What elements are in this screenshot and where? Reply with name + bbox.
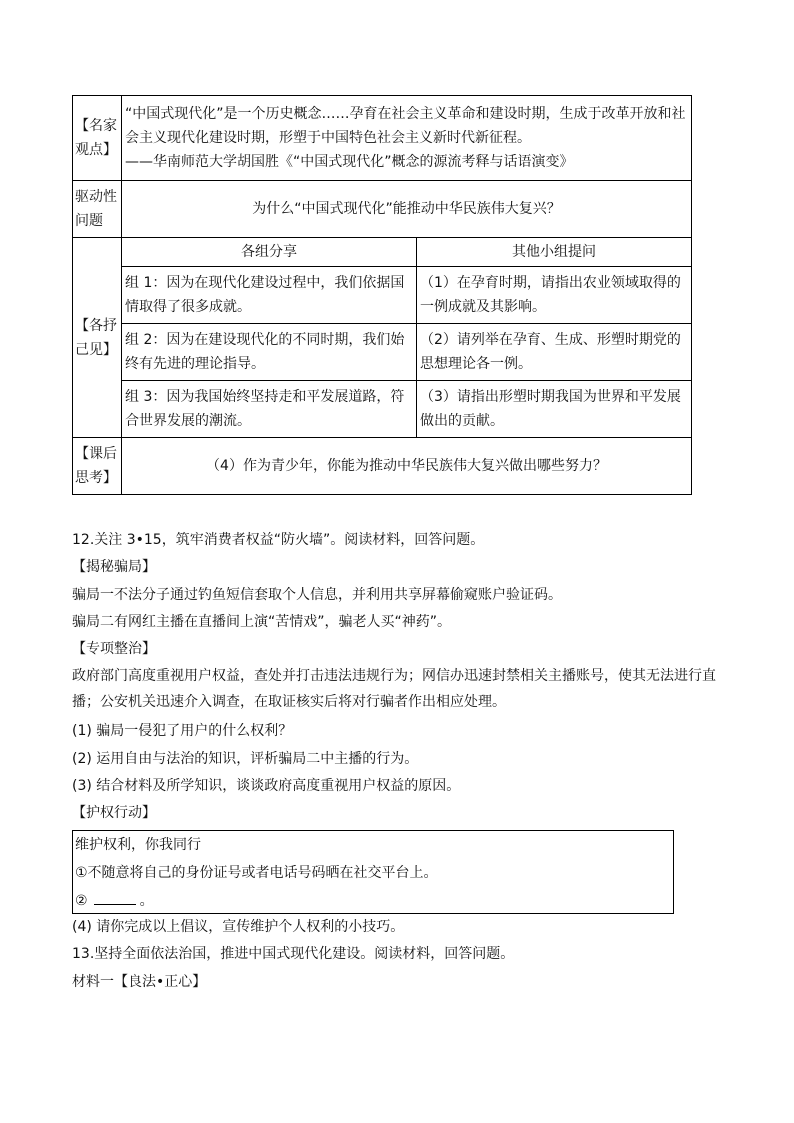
box-line-1: 维护权利，你我同行 bbox=[75, 837, 201, 853]
question-12 bbox=[72, 527, 732, 828]
share-cell: 组 1：因为在现代化建设过程中，我们依据国情取得了很多成就。 bbox=[122, 267, 417, 324]
opinions-header-row bbox=[73, 238, 692, 267]
famous-label: 【名家观点】 bbox=[73, 96, 122, 181]
scam-2: 骗局二有网红主播在直播间上演“苦情戏”，骗老人买“神药”。 bbox=[72, 613, 452, 630]
table-row bbox=[73, 324, 692, 381]
material-1-title: 材料一【良法•正心】 bbox=[72, 973, 207, 990]
sub-question-3: (3) 结合材料及所学知识，谈谈政府高度重视用户权益的原因。 bbox=[72, 778, 461, 795]
opinions-label: 【各抒己见】 bbox=[73, 238, 122, 438]
table-row bbox=[73, 381, 692, 438]
ask-cell: （2）请列举在孕育、生成、形塑时期党的思想理论各一例。 bbox=[417, 324, 692, 381]
driving-label: 驱动性问题 bbox=[73, 181, 122, 238]
ask-cell: （1）在孕育时期，请指出农业领域取得的一例成就及其影响。 bbox=[417, 267, 692, 324]
sub-question-1: (1) 骗局一侵犯了用户的什么权利？ bbox=[72, 723, 293, 740]
driving-row bbox=[73, 181, 692, 238]
sub-question-2: (2) 运用自由与法治的知识，评析骗局二中主播的行为。 bbox=[72, 750, 419, 767]
fix-text: 政府部门高度重视用户权益，查处并打击违法违规行为；网信办迅速封禁相关主播账号，使其无法进行直播；公安机关迅速介入调查，在取证核实后将对行骗者作出相应处理。 bbox=[72, 668, 716, 711]
box-line-3 bbox=[75, 887, 673, 915]
col-ask-header: 其他小组提问 bbox=[417, 238, 692, 267]
table-row bbox=[73, 267, 692, 324]
driving-question: 为什么“中国式现代化”能推动中华民族伟大复兴？ bbox=[122, 181, 692, 238]
scam-1: 骗局一不法分子通过钓鱼短信套取个人信息，并利用共享屏幕偷窥账户验证码。 bbox=[72, 586, 562, 603]
reveal-title: 【揭秘骗局】 bbox=[72, 559, 156, 576]
after-row bbox=[73, 438, 692, 495]
after-question: （4）作为青少年，你能为推动中华民族伟大复兴做出哪些努力？ bbox=[122, 438, 692, 495]
col-share-header: 各组分享 bbox=[122, 238, 417, 267]
box-line-3-prefix: ② bbox=[75, 893, 88, 909]
share-cell: 组 2：因为在建设现代化的不同时期，我们始终有先进的理论指导。 bbox=[122, 324, 417, 381]
action-title: 【护权行动】 bbox=[72, 805, 156, 822]
sub-question-4: (4) 请你完成以上倡议，宣传维护个人权利的小技巧。 bbox=[72, 919, 405, 935]
famous-row bbox=[73, 96, 692, 181]
answer-blank[interactable] bbox=[94, 890, 136, 905]
box-line-2: ①不随意将自己的身份证号或者电话号码晒在社交平台上。 bbox=[75, 865, 438, 881]
famous-content bbox=[122, 96, 692, 181]
q13-stem: 13.坚持全面依法治国，推进中国式现代化建设。阅读材料，回答问题。 bbox=[72, 946, 515, 963]
famous-source: ——华南师范大学胡国胜《“中国式现代化”概念的源流考释与话语演变》 bbox=[125, 154, 574, 170]
ask-cell: （3）请指出形塑时期我国为世界和平发展做出的贡献。 bbox=[417, 381, 692, 438]
after-label: 【课后思考】 bbox=[73, 438, 122, 495]
q12-stem: 12.关注 3•15，筑牢消费者权益“防火墙”。阅读材料，回答问题。 bbox=[72, 532, 485, 548]
box-line-3-suffix: 。 bbox=[139, 893, 154, 909]
proposal-box bbox=[72, 830, 674, 914]
famous-text: “中国式现代化”是一个历史概念……孕育在社会主义革命和建设时期，生成于改革开放和社会主义现代化建设时期，形塑于中国特色社会主义新时代新征程。 bbox=[125, 106, 686, 146]
activity-table bbox=[72, 95, 692, 495]
fix-title: 【专项整治】 bbox=[72, 641, 156, 658]
share-cell: 组 3：因为我国始终坚持走和平发展道路，符合世界发展的潮流。 bbox=[122, 381, 417, 438]
question-12-tail bbox=[72, 914, 732, 996]
